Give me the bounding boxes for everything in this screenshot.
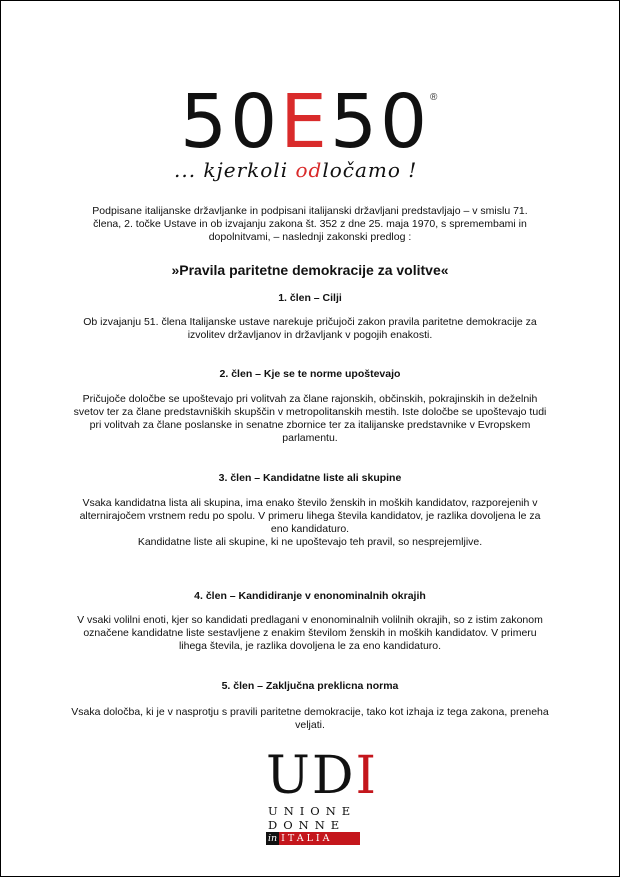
article-1-paragraph: Ob izvajanju 51. člena Italijanske ustave narekuje pričujoči zakon pravila paritetne demokracije za izvolitev državljanov in državljank v pogojih enakosti. bbox=[83, 316, 537, 341]
article-2-paragraph: Pričujoče določbe se upoštevajo pri volitvah za člane rajonskih, občinskih, pokrajinskih in deželnih svetov ter za člane predstavniških skupščin v metropolitanskih mestih. Iste določbe se upoštevajo tudi pri volitvah za člane poslanske in senatne zbornice ter za italijanske predstavnike v Evropskem parlamentu. bbox=[73, 393, 547, 444]
logo-tagline bbox=[174, 158, 417, 182]
article-3-body bbox=[70, 497, 550, 549]
tagline-red: od bbox=[295, 158, 323, 182]
article-5-title: 5. člen – Zaključna preklicna norma bbox=[221, 680, 399, 692]
udi-bar bbox=[266, 832, 360, 845]
article-5-paragraph: Vsaka določba, ki je v nasprotju s pravili paritetne demokracije, tako kot izhaja iz tega zakona, preneha veljati. bbox=[71, 706, 549, 731]
tagline-post: ločamo ! bbox=[322, 158, 418, 182]
article-4-body bbox=[70, 614, 550, 653]
article-5-body bbox=[70, 706, 550, 732]
registered-mark: ® bbox=[430, 92, 438, 103]
udi-bar-text: ITALIA bbox=[281, 833, 333, 844]
article-3-title: 3. člen – Kandidatne liste ali skupine bbox=[218, 472, 402, 484]
udi-line-unione: UNIONE bbox=[268, 804, 357, 818]
article-4-paragraph: V vsaki volilni enoti, kjer so kandidati predlagani v enonominalnih volilnih okrajih, so z istim zakonom označene kandidatne liste sestavljene z enakim številom ženskih in moških kandidatov. V primeru lihega števila, je razlika dovoljena le za eno kandidaturo. bbox=[77, 614, 543, 652]
udi-bar-in: in bbox=[268, 833, 278, 844]
udi-line-donne: DONNE bbox=[268, 818, 346, 832]
main-title: »Pravila paritetne demokracije za volitve« bbox=[171, 262, 449, 278]
article-3-paragraph-2: Kandidatne liste ali skupine, ki ne upoštevajo teh pravil, so nesprejemljive. bbox=[137, 536, 483, 548]
udi-logo bbox=[266, 746, 379, 845]
intro-paragraph: Podpisane italijanske državljanke in podpisani italijanski državljani predstavljajo – v smislu 71. člena, 2. točke Ustave in ob izvajanju zakona št. 352 z dne 25. maja 1970, s spremembami in dopolnitvami, – naslednji zakonski predlog : bbox=[92, 205, 528, 243]
logo-part1: 50 bbox=[180, 79, 281, 165]
logo-part-e: E bbox=[280, 79, 330, 165]
article-1-title: 1. člen – Cilji bbox=[278, 292, 342, 304]
article-4-title: 4. člen – Kandidiranje v enonominalnih okrajih bbox=[194, 590, 426, 602]
logo-50e50 bbox=[180, 79, 460, 165]
article-1-body bbox=[70, 316, 550, 342]
udi-letters bbox=[266, 746, 379, 806]
article-2-title: 2. člen – Kje se te norme upoštevajo bbox=[219, 368, 401, 380]
tagline-pre: ... kjerkoli bbox=[174, 158, 296, 182]
udi-letter-red: I bbox=[355, 746, 379, 806]
article-2-body bbox=[70, 393, 550, 445]
article-3-paragraph-1: Vsaka kandidatna lista ali skupina, ima enako število ženskih in moških kandidatov, razporejenih v alternirajočem vrstnem redu po spolu. V primeru lihega števila kandidatov, je razlika dovoljena le za eno kandidaturo. bbox=[79, 497, 541, 535]
logo-part2: 50 bbox=[329, 79, 431, 165]
udi-letters-black: UD bbox=[266, 746, 356, 806]
